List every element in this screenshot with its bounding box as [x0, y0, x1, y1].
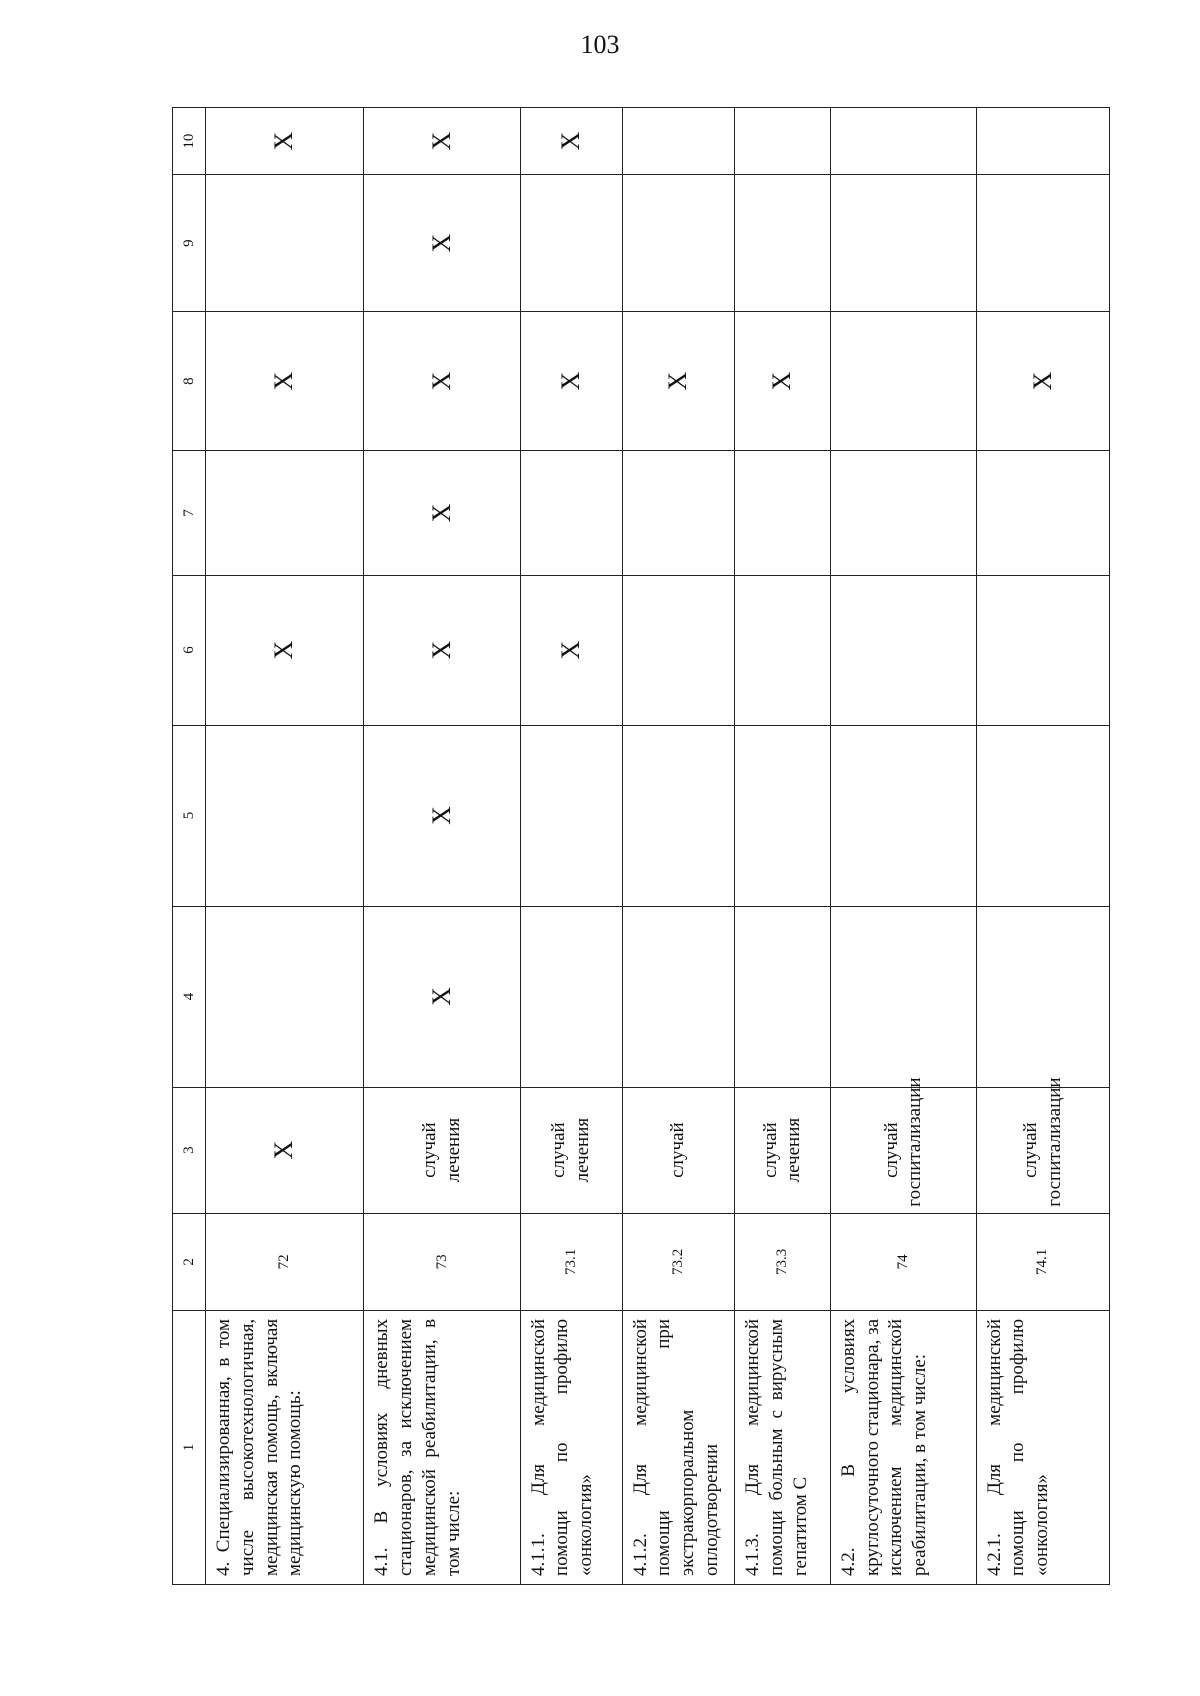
cell-col10 [622, 108, 734, 175]
cell-col5 [520, 725, 622, 906]
cell-col4 [622, 906, 734, 1087]
cell-col9 [520, 175, 622, 312]
table-row [364, 108, 520, 1585]
row-unit: случай лечения [364, 1087, 520, 1213]
cell-col5 [622, 725, 734, 906]
cell-col6 [622, 575, 734, 725]
cell-col5 [735, 725, 831, 906]
cell-col5 [830, 725, 976, 906]
cell-col9 [206, 175, 364, 312]
row-code: 73.1 [520, 1213, 622, 1310]
row-description: 4.2.1. Для медицинской помощи по профилю «онкология» [976, 1310, 1109, 1584]
row-code: 72 [206, 1213, 364, 1310]
cell-col8 [830, 311, 976, 451]
column-header: 2 [173, 1213, 206, 1310]
cell-col8: X [622, 311, 734, 451]
column-header: 5 [173, 725, 206, 906]
cell-col10: X [520, 108, 622, 175]
column-header: 9 [173, 175, 206, 312]
cell-col5: X [364, 725, 520, 906]
cell-col8: X [735, 311, 831, 451]
column-header: 7 [173, 451, 206, 575]
cell-col6 [976, 575, 1109, 725]
row-code: 74.1 [976, 1213, 1109, 1310]
column-header: 1 [173, 1310, 206, 1584]
column-header: 8 [173, 311, 206, 451]
table-wrapper [172, 107, 1110, 1585]
row-unit: случай госпитализации [830, 1087, 976, 1213]
row-unit: случай лечения [735, 1087, 831, 1213]
cell-col7: X [364, 451, 520, 575]
cell-col7 [622, 451, 734, 575]
row-unit: X [206, 1087, 364, 1213]
cell-col10 [976, 108, 1109, 175]
data-table [172, 107, 1110, 1585]
cell-col6: X [520, 575, 622, 725]
cell-col8: X [976, 311, 1109, 451]
cell-col9 [735, 175, 831, 312]
header-row [173, 108, 206, 1585]
row-description: 4.1.1. Для медицинской помощи по профилю «онкология» [520, 1310, 622, 1584]
cell-col8: X [206, 311, 364, 451]
row-description: 4.2. В условиях круглосуточного стационара, за исключением медицинской реабилитации, в том числе: [830, 1310, 976, 1584]
column-header: 10 [173, 108, 206, 175]
cell-col9 [976, 175, 1109, 312]
table-row [520, 108, 622, 1585]
cell-col10: X [206, 108, 364, 175]
table-row [622, 108, 734, 1585]
row-description: 4.1.2. Для медицинской помощи при экстракорпоральном оплодотворении [622, 1310, 734, 1584]
cell-col8: X [364, 311, 520, 451]
table-row [976, 108, 1109, 1585]
cell-col8: X [520, 311, 622, 451]
row-code: 73.3 [735, 1213, 831, 1310]
cell-col6: X [364, 575, 520, 725]
cell-col4: X [364, 906, 520, 1087]
row-code: 74 [830, 1213, 976, 1310]
cell-col5 [206, 725, 364, 906]
cell-col10: X [364, 108, 520, 175]
row-code: 73 [364, 1213, 520, 1310]
table-row [735, 108, 831, 1585]
cell-col4 [735, 906, 831, 1087]
cell-col9 [622, 175, 734, 312]
table-row [830, 108, 976, 1585]
cell-col4 [830, 906, 976, 1087]
cell-col10 [830, 108, 976, 175]
page-number: 103 [580, 30, 620, 59]
cell-col10 [735, 108, 831, 175]
table-row [206, 108, 364, 1585]
cell-col6 [830, 575, 976, 725]
cell-col9 [830, 175, 976, 312]
row-description: 4.1.3. Для медицинской помощи больным с вирусным гепатитом С [735, 1310, 831, 1584]
cell-col9: X [364, 175, 520, 312]
cell-col7 [206, 451, 364, 575]
row-unit: случай госпитализации [976, 1087, 1109, 1213]
cell-col4 [976, 906, 1109, 1087]
row-description: 4. Специализированная, в том числе высокотехнологичная, медицинская помощь, включая медицинскую помощь: [206, 1310, 364, 1584]
column-header: 3 [173, 1087, 206, 1213]
row-description: 4.1. В условиях дневных стационаров, за исключением медицинской реабилитации, в том числе: [364, 1310, 520, 1584]
cell-col4 [520, 906, 622, 1087]
cell-col7 [830, 451, 976, 575]
cell-col5 [976, 725, 1109, 906]
cell-col4 [206, 906, 364, 1087]
cell-col7 [735, 451, 831, 575]
row-unit: случай лечения [520, 1087, 622, 1213]
row-unit: случай [622, 1087, 734, 1213]
column-header: 4 [173, 906, 206, 1087]
column-header: 6 [173, 575, 206, 725]
cell-col6 [735, 575, 831, 725]
cell-col6: X [206, 575, 364, 725]
cell-col7 [976, 451, 1109, 575]
cell-col7 [520, 451, 622, 575]
row-code: 73.2 [622, 1213, 734, 1310]
